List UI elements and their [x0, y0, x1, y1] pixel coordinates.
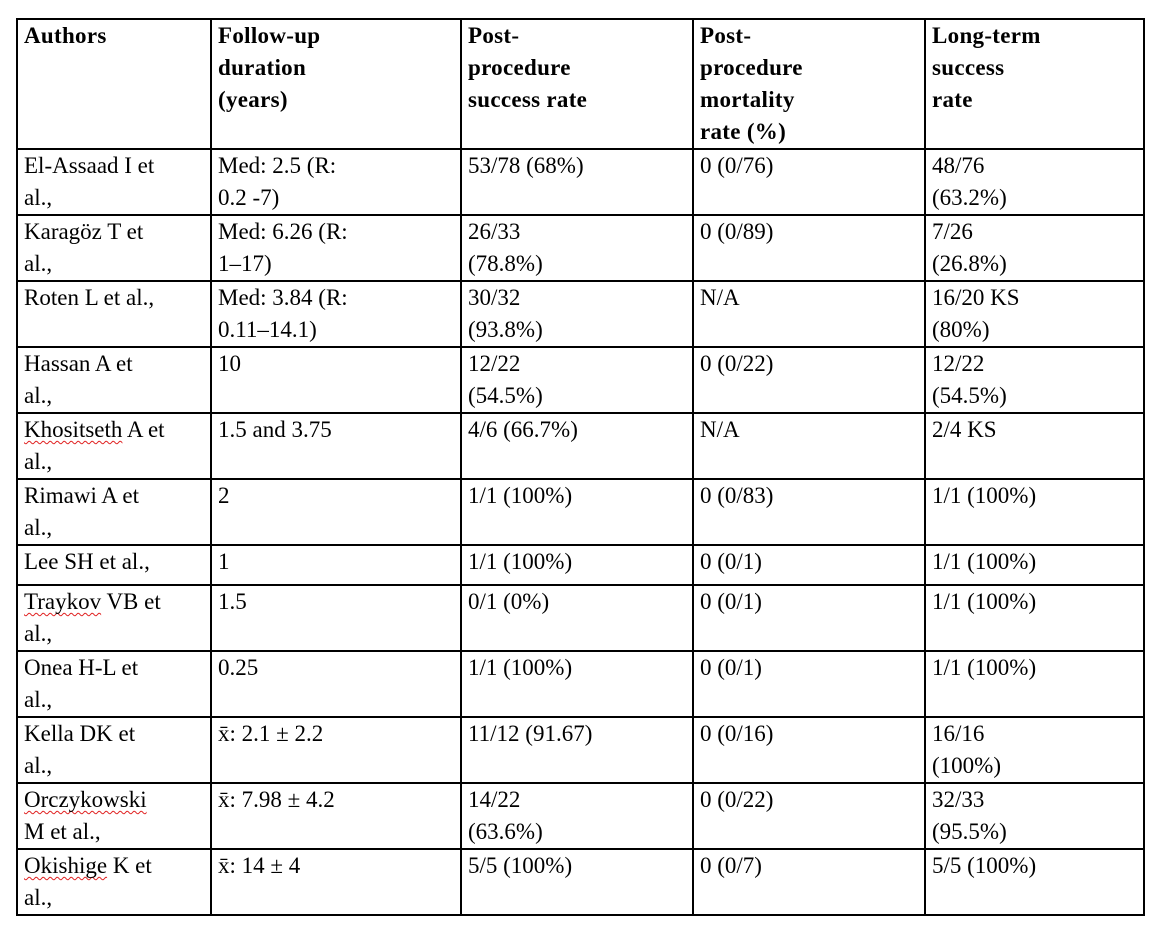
cell-long-term-text: 1/1 (100%) [932, 483, 1037, 508]
cell-long-term [925, 849, 1144, 915]
cell-follow-up-text: 2 [218, 483, 230, 508]
authors-label: Rimawi A et al., [24, 483, 139, 540]
cell-long-term-text: 16/16 (100%) [932, 721, 1001, 778]
cell-post-success-text: 1/1 (100%) [468, 483, 573, 508]
cell-post-success [461, 783, 693, 849]
cell-long-term-text: 32/33 (95.5%) [932, 787, 1007, 844]
header-mortality: Post- procedure mortality rate (%) [693, 19, 925, 149]
cell-follow-up-text: Med: 6.26 (R: 1–17) [218, 219, 348, 276]
authors-label: El-Assaad I et al., [24, 153, 155, 210]
cell-follow-up-text: x̄: 14 ± 4 [218, 853, 301, 878]
table-row [17, 413, 1144, 479]
cell-follow-up [211, 585, 461, 651]
cell-mortality [693, 717, 925, 783]
table-row [17, 717, 1144, 783]
cell-authors [17, 479, 211, 545]
cell-long-term-text: 1/1 (100%) [932, 655, 1037, 680]
cell-authors [17, 215, 211, 281]
cell-post-success [461, 215, 693, 281]
cell-follow-up [211, 413, 461, 479]
cell-mortality [693, 215, 925, 281]
authors-text [24, 784, 204, 848]
authors-label: A et al., [24, 417, 165, 474]
cell-follow-up-text: Med: 2.5 (R: 0.2 -7) [218, 153, 337, 210]
cell-post-success-text: 1/1 (100%) [468, 549, 573, 574]
cell-long-term [925, 585, 1144, 651]
authors-label: VB et al., [24, 589, 161, 646]
cell-mortality [693, 545, 925, 585]
authors-label: Onea H-L et al., [24, 655, 139, 712]
authors-label: M et al., [24, 819, 101, 844]
authors-label: Lee SH et al., [24, 549, 150, 574]
cell-long-term [925, 281, 1144, 347]
authors-text [24, 282, 204, 314]
authors-text [24, 414, 204, 478]
cell-authors [17, 651, 211, 717]
cell-post-success [461, 479, 693, 545]
authors-label: Hassan A et al., [24, 351, 133, 408]
cell-authors [17, 347, 211, 413]
cell-mortality-text: 0 (0/1) [700, 655, 762, 680]
table-row [17, 215, 1144, 281]
cell-long-term-text: 2/4 KS [932, 417, 997, 442]
authors-text [24, 480, 204, 544]
cell-mortality-text: 0 (0/1) [700, 589, 762, 614]
cell-authors [17, 413, 211, 479]
cell-mortality-text: 0 (0/83) [700, 483, 774, 508]
cell-follow-up [211, 849, 461, 915]
cell-mortality [693, 149, 925, 215]
cell-long-term-text: 48/76 (63.2%) [932, 153, 1007, 210]
cell-long-term [925, 545, 1144, 585]
table-row [17, 783, 1144, 849]
cell-follow-up [211, 479, 461, 545]
cell-mortality-text: 0 (0/1) [700, 549, 762, 574]
cell-long-term [925, 413, 1144, 479]
authors-text [24, 150, 204, 214]
table-row [17, 479, 1144, 545]
authors-text [24, 718, 204, 782]
spellcheck-flagged-word: Okishige [24, 853, 108, 878]
cell-follow-up-text: Med: 3.84 (R: 0.11–14.1) [218, 285, 348, 342]
cell-long-term [925, 651, 1144, 717]
cell-post-success [461, 281, 693, 347]
cell-mortality [693, 479, 925, 545]
cell-mortality [693, 281, 925, 347]
cell-long-term [925, 783, 1144, 849]
cell-follow-up-text: x̄: 7.98 ± 4.2 [218, 787, 335, 812]
cell-long-term [925, 717, 1144, 783]
header-authors: Authors [17, 19, 211, 149]
cell-follow-up [211, 783, 461, 849]
spellcheck-flagged-word: Traykov [24, 589, 102, 614]
cell-post-success-text: 5/5 (100%) [468, 853, 573, 878]
cell-authors [17, 585, 211, 651]
cell-long-term-text: 1/1 (100%) [932, 549, 1037, 574]
cell-post-success-text: 4/6 (66.7%) [468, 417, 578, 442]
cell-follow-up [211, 215, 461, 281]
cell-post-success-text: 53/78 (68%) [468, 153, 584, 178]
cell-post-success [461, 849, 693, 915]
authors-text [24, 652, 204, 716]
authors-text [24, 546, 204, 578]
results-table [16, 18, 1145, 916]
cell-post-success-text: 1/1 (100%) [468, 655, 573, 680]
cell-authors [17, 281, 211, 347]
cell-post-success-text: 26/33 (78.8%) [468, 219, 543, 276]
cell-long-term-text: 5/5 (100%) [932, 853, 1037, 878]
table-row [17, 347, 1144, 413]
header-long-term: Long-term success rate [925, 19, 1144, 149]
cell-mortality-text: 0 (0/22) [700, 351, 774, 376]
authors-text [24, 216, 204, 280]
cell-mortality-text: 0 (0/16) [700, 721, 774, 746]
cell-long-term [925, 479, 1144, 545]
cell-mortality [693, 585, 925, 651]
cell-authors [17, 149, 211, 215]
cell-post-success-text: 30/32 (93.8%) [468, 285, 543, 342]
cell-mortality-text: 0 (0/7) [700, 853, 762, 878]
authors-label: Roten L et al., [24, 285, 155, 310]
table-row [17, 585, 1144, 651]
cell-follow-up [211, 347, 461, 413]
cell-mortality-text: N/A [700, 285, 740, 310]
cell-follow-up [211, 651, 461, 717]
cell-follow-up-text: 1 [218, 549, 230, 574]
cell-authors [17, 783, 211, 849]
table-row [17, 281, 1144, 347]
cell-long-term [925, 215, 1144, 281]
cell-post-success [461, 347, 693, 413]
cell-follow-up-text: 0.25 [218, 655, 259, 680]
cell-authors [17, 849, 211, 915]
cell-follow-up [211, 149, 461, 215]
cell-mortality-text: 0 (0/76) [700, 153, 774, 178]
spellcheck-flagged-word: Orczykowski [24, 787, 147, 812]
cell-long-term [925, 149, 1144, 215]
cell-mortality [693, 849, 925, 915]
cell-long-term [925, 347, 1144, 413]
cell-mortality-text: N/A [700, 417, 740, 442]
cell-mortality [693, 783, 925, 849]
cell-post-success [461, 717, 693, 783]
cell-mortality [693, 347, 925, 413]
cell-long-term-text: 7/26 (26.8%) [932, 219, 1007, 276]
cell-follow-up-text: 10 [218, 351, 241, 376]
authors-text [24, 850, 204, 914]
cell-follow-up-text: 1.5 and 3.75 [218, 417, 332, 442]
cell-post-success [461, 651, 693, 717]
cell-post-success [461, 413, 693, 479]
cell-follow-up-text: x̄: 2.1 ± 2.2 [218, 721, 324, 746]
cell-post-success-text: 14/22 (63.6%) [468, 787, 543, 844]
spellcheck-flagged-word: Khositseth [24, 417, 123, 442]
table-row [17, 149, 1144, 215]
table-row [17, 849, 1144, 915]
header-post-success: Post- procedure success rate [461, 19, 693, 149]
header-row [17, 19, 1144, 149]
authors-text [24, 348, 204, 412]
authors-label: Kella DK et al., [24, 721, 136, 778]
table-row [17, 545, 1144, 585]
cell-long-term-text: 1/1 (100%) [932, 589, 1037, 614]
cell-long-term-text: 12/22 (54.5%) [932, 351, 1007, 408]
cell-authors [17, 545, 211, 585]
cell-mortality [693, 413, 925, 479]
cell-post-success [461, 545, 693, 585]
cell-follow-up [211, 281, 461, 347]
table-body [17, 149, 1144, 915]
cell-mortality-text: 0 (0/89) [700, 219, 774, 244]
cell-mortality-text: 0 (0/22) [700, 787, 774, 812]
cell-long-term-text: 16/20 KS (80%) [932, 285, 1020, 342]
cell-post-success-text: 12/22 (54.5%) [468, 351, 543, 408]
cell-follow-up [211, 545, 461, 585]
cell-mortality [693, 651, 925, 717]
cell-authors [17, 717, 211, 783]
cell-post-success-text: 0/1 (0%) [468, 589, 550, 614]
cell-post-success-text: 11/12 (91.67) [468, 721, 593, 746]
cell-post-success [461, 585, 693, 651]
cell-follow-up [211, 717, 461, 783]
table-row [17, 651, 1144, 717]
cell-follow-up-text: 1.5 [218, 589, 247, 614]
authors-label: Karagöz T et al., [24, 219, 144, 276]
cell-post-success [461, 149, 693, 215]
authors-label: K et al., [24, 853, 152, 910]
authors-text [24, 586, 204, 650]
header-follow-up: Follow-up duration (years) [211, 19, 461, 149]
